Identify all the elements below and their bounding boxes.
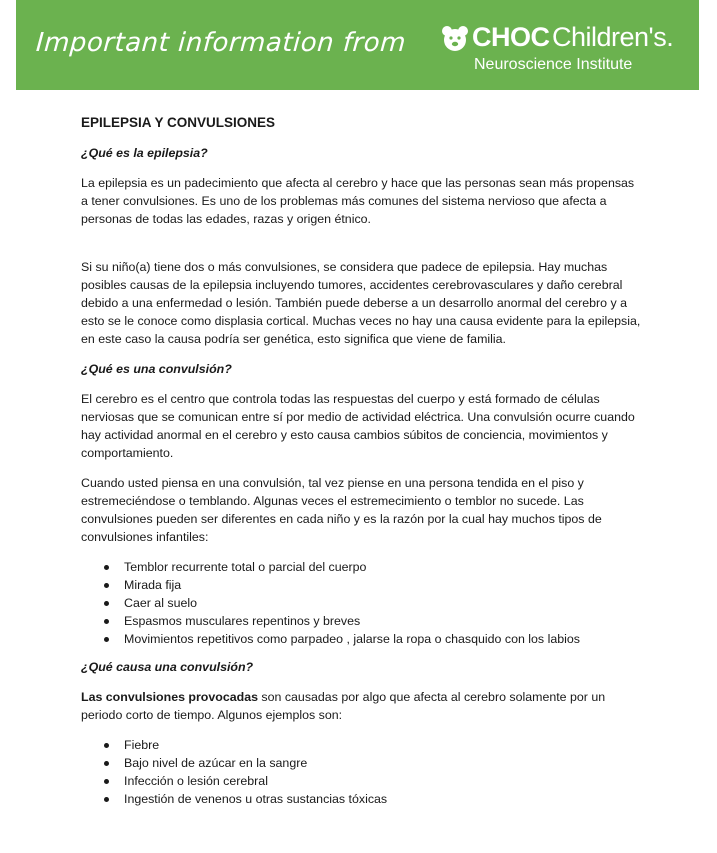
- list-item: Ingestión de venenos u otras sustancias tóxicas: [124, 790, 641, 808]
- bold-term: Las convulsiones provocadas: [81, 690, 258, 704]
- list-item: Temblor recurrente total o parcial del cuerpo: [124, 558, 641, 576]
- logo-subtitle: Neuroscience Institute: [474, 56, 633, 73]
- section-heading: ¿Qué causa una convulsión?: [81, 660, 254, 674]
- causes-list: [81, 736, 641, 808]
- banner-tagline: Important information from: [34, 28, 408, 58]
- document-body: [81, 114, 641, 818]
- list-item: Mirada fija: [124, 576, 641, 594]
- document-title: EPILEPSIA Y CONVULSIONES: [81, 115, 276, 130]
- list-item: Movimientos repetitivos como parpadeo , jalarse la ropa o chasquido con los labios: [124, 630, 641, 648]
- paragraph: El cerebro es el centro que controla todas las respuestas del cuerpo y está formado de células nerviosas que se comunican entre sí por medio de actividad eléctrica. Una convulsión ocurre cuando hay actividad anormal en el cerebro y esto causa cambios súbitos de conciencia, movimientos y comportamiento.: [81, 392, 635, 460]
- paragraph: La epilepsia es un padecimiento que afecta al cerebro y hace que las personas sean más propensas a tener convulsiones. Es uno de los problemas más comunes del sistema nervioso que afecta a personas de todas las edades, razas y origen étnico.: [81, 176, 635, 226]
- paragraph: [81, 688, 641, 724]
- paragraph: Cuando usted piensa en una convulsión, tal vez piense en una persona tendida en el piso y estremeciéndose o temblando. Algunas veces el estremecimiento o temblor no sucede. Las convulsiones pueden ser diferentes en cada niño y es la razón por la cual hay muchos tipos de convulsiones infantiles:: [81, 476, 602, 544]
- section-heading: ¿Qué es una convulsión?: [81, 362, 232, 376]
- list-item: Infección o lesión cerebral: [124, 772, 641, 790]
- list-item: Caer al suelo: [124, 594, 641, 612]
- list-item: Fiebre: [124, 736, 641, 754]
- choc-logo: [440, 22, 685, 78]
- seizure-types-list: [81, 558, 641, 648]
- header-banner: [16, 0, 699, 90]
- list-item: Bajo nivel de azúcar en la sangre: [124, 754, 641, 772]
- paragraph-text: son causadas por algo que afecta al cerebro solamente por un periodo corto de tiempo. Algunos ejemplos son:: [81, 690, 606, 722]
- section-heading: ¿Qué es la epilepsia?: [81, 146, 208, 160]
- bear-logo-icon: [440, 24, 470, 52]
- list-item: Espasmos musculares repentinos y breves: [124, 612, 641, 630]
- logo-brand: CHOC: [472, 22, 550, 52]
- logo-brand-rest: Children's.: [552, 22, 674, 52]
- paragraph: Si su niño(a) tiene dos o más convulsiones, se considera que padece de epilepsia. Hay muchas posibles causas de la epilepsia incluyendo tumores, accidentes cerebrovasculares y daño cerebral debido a una enfermedad o lesión. También puede deberse a un desarrollo anormal del cerebro y a esto se le conoce como displasia cortical. Muchas veces no hay una causa evidente para la epilepsia, en este caso la causa podría ser genética, esto significa que viene de familia.: [81, 260, 641, 346]
